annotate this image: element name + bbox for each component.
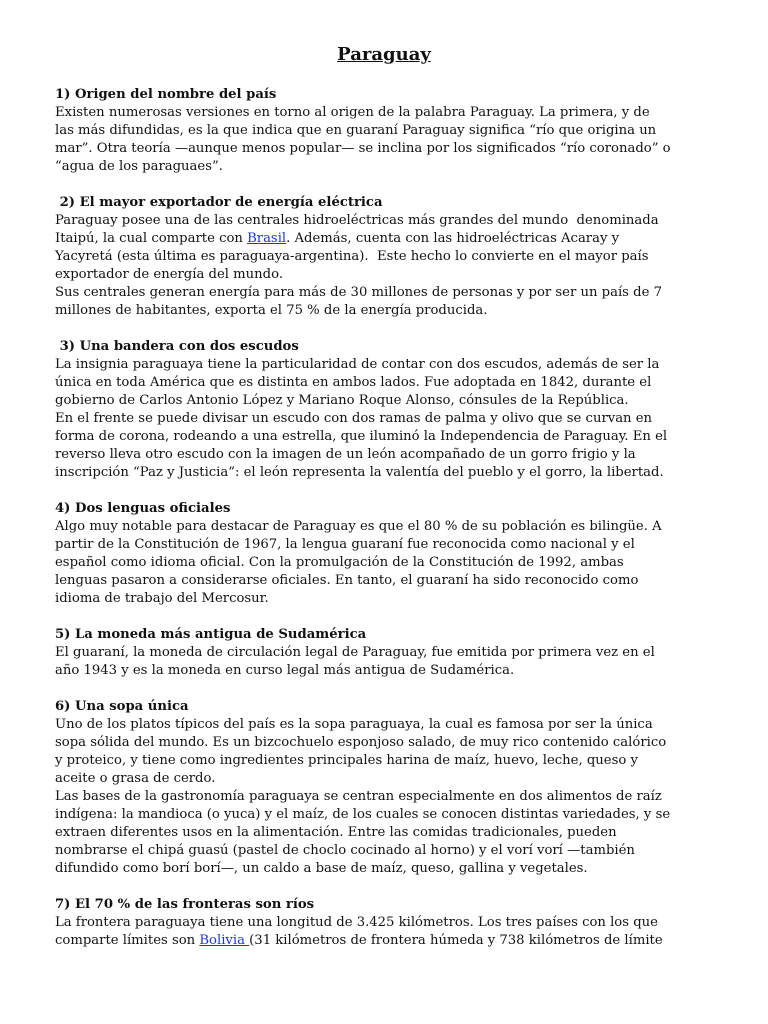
section-heading: 4) Dos lenguas oficiales (55, 501, 231, 516)
brasil-link[interactable]: Brasil (247, 231, 287, 246)
bolivia-link[interactable]: Bolivia (199, 933, 250, 948)
section-bandera-escudos (55, 338, 715, 482)
document-title: Paraguay (337, 44, 431, 65)
paragraph-line: las más difundidas, es la que indica que en guaraní Paraguay significa “río que origina un (55, 123, 657, 138)
paragraph-line: lenguas pasaron a considerarse oficiales. En tanto, el guaraní ha sido reconocido como (55, 573, 639, 588)
paragraph-line-with-link (55, 932, 715, 950)
section-sopa-unica (55, 698, 715, 878)
paragraph-line: año 1943 y es la moneda en curso legal más antigua de Sudamérica. (55, 663, 515, 678)
paragraph-line: y proteico, y tiene como ingredientes principales harina de maíz, huevo, leche, queso y (55, 753, 638, 768)
paragraph-line: extraen diferentes usos en la alimentación. Entre las comidas tradicionales, pueden (55, 825, 617, 840)
paragraph-line (55, 248, 715, 266)
paragraph-line: reverso lleva otro escudo con la imagen de un león acompañado de un gorro frigio y la (55, 447, 636, 462)
paragraph-line: “agua de los paraguaes”. (55, 159, 223, 174)
paragraph-line: difundido como borí borí—, un caldo a base de maíz, queso, gallina y vegetales. (55, 861, 588, 876)
paragraph-line: La frontera paraguaya tiene una longitud de 3.425 kilómetros. Los tres países con los que (55, 915, 658, 930)
paragraph-line: única en toda América que es distinta en ambos lados. Fue adoptada en 1842, durante el (55, 375, 652, 390)
section-heading: 3) Una bandera con dos escudos (55, 339, 299, 354)
section-fronteras-rios (55, 896, 715, 950)
link-prefix-text: Itaipú, la cual comparte con (55, 231, 248, 246)
document-body (55, 86, 715, 968)
paragraph-line: partir de la Constitución de 1967, la lengua guaraní fue reconocida como nacional y el (55, 537, 635, 552)
paragraph-line: indígena: la mandioca (o yuca) y el maíz, de los cuales se conocen distintas variedades, y se (55, 807, 671, 822)
paragraph-line: español como idioma oficial. Con la promulgación de la Constitución de 1992, ambas (55, 555, 624, 570)
section-heading: 5) La moneda más antigua de Sudamérica (55, 627, 367, 642)
paragraph-line: forma de corona, rodeando a una estrella, que iluminó la Independencia de Paraguay. En el (55, 429, 668, 444)
link-suffix-text: (31 kilómetros de frontera húmeda y 738 kilómetros de límite (249, 933, 663, 948)
link-suffix-text: . Además, cuenta con las hidroeléctricas Acaray y (286, 231, 620, 246)
paragraph-line: En el frente se puede divisar un escudo con dos ramas de palma y olivo que se curvan en (55, 411, 653, 426)
paragraph-line: gobierno de Carlos Antonio López y Mariano Roque Alonso, cónsules de la República. (55, 393, 629, 408)
paragraph-line: inscripción “Paz y Justicia”: el león representa la valentía del pueblo y el gorro, la libertad. (55, 465, 664, 480)
paragraph-line: La insignia paraguaya tiene la particularidad de contar con dos escudos, además de ser la (55, 357, 660, 372)
paragraph-line: Sus centrales generan energía para más de 30 millones de personas y por ser un país de 7 (55, 285, 662, 300)
section-heading: 2) El mayor exportador de energía eléctrica (55, 195, 383, 210)
paragraph-line: aceite o grasa de cerdo. (55, 771, 216, 786)
line-rest-text: (esta última es paraguaya-argentina). Este hecho lo convierte en el mayor país (116, 249, 649, 264)
paragraph-line: Paraguay posee una de las centrales hidroeléctricas más grandes del mundo denominada (55, 213, 659, 228)
paragraph-line: millones de habitantes, exporta el 75 % de la energía producida. (55, 303, 488, 318)
paragraph-line: Uno de los platos típicos del país es la sopa paraguaya, la cual es famosa por ser la única (55, 717, 653, 732)
line-prefix-text: Yacyretá (55, 249, 117, 264)
link-prefix-text: comparte límites son (55, 933, 200, 948)
section-moneda-antigua (55, 626, 715, 680)
paragraph-line: nombrarse el chipá guasú (pastel de choclo cocinado al horno) y el vorí vorí —también (55, 843, 635, 858)
section-heading: 1) Origen del nombre del país (55, 87, 277, 102)
paragraph-line: Existen numerosas versiones en torno al origen de la palabra Paraguay. La primera, y de (55, 105, 650, 120)
section-lenguas-oficiales (55, 500, 715, 608)
section-exportador-energia (55, 194, 715, 320)
paragraph-line: El guaraní, la moneda de circulación legal de Paraguay, fue emitida por primera vez en el (55, 645, 655, 660)
paragraph-line: exportador de energía del mundo. (55, 267, 284, 282)
section-origen-nombre (55, 86, 715, 176)
paragraph-line-with-link (55, 230, 715, 248)
section-heading: 7) El 70 % de las fronteras son ríos (55, 897, 315, 912)
section-heading: 6) Una sopa única (55, 699, 189, 714)
paragraph-line: sopa sólida del mundo. Es un bizcochuelo esponjoso salado, de muy rico contenido calórico (55, 735, 667, 750)
paragraph-line: Algo muy notable para destacar de Paraguay es que el 80 % de su población es bilingüe. A (55, 519, 662, 534)
paragraph-line: mar”. Otra teoría —aunque menos popular— se inclina por los significados “río coronado” o (55, 141, 671, 156)
paragraph-line: Las bases de la gastronomía paraguaya se centran especialmente en dos alimentos de raíz (55, 789, 662, 804)
paragraph-line: idioma de trabajo del Mercosur. (55, 591, 269, 606)
